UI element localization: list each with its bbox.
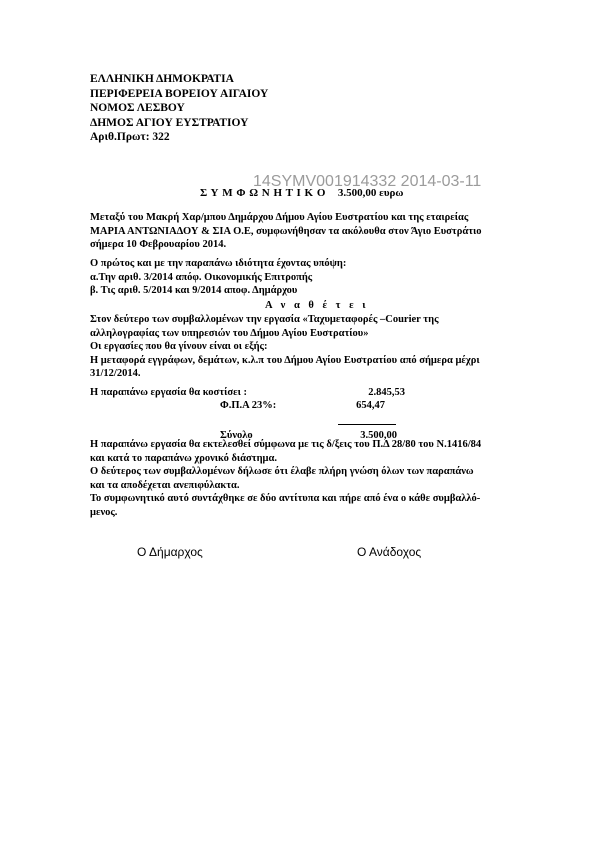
- total-value: 3.500,00: [360, 430, 397, 441]
- mayor-signature-label: Ο Δήμαρχος: [137, 545, 203, 559]
- sum-divider: [338, 424, 396, 425]
- protocol-number: Αριθ.Πρωτ: 322: [90, 131, 170, 143]
- assigns-heading: Α ν α θ έ τ ε ι: [265, 300, 369, 311]
- text-line: 31/12/2014.: [90, 368, 141, 379]
- text-line: Ο δεύτερος των συμβαλλομένων δήλωσε ότι έλαβε πλήρη γνώση όλων των παραπάνω: [90, 466, 474, 477]
- letterhead-line-prefecture: ΝΟΜΟΣ ΛΕΣΒΟΥ: [90, 102, 185, 114]
- cost-row: [90, 387, 510, 400]
- registry-stamp: 14SYMV001914332 2014-03-11: [253, 173, 482, 190]
- cost-breakdown: [90, 387, 510, 441]
- text-line: Το συμφωνητικό αυτό συντάχθηκε σε δύο αντίτυπα και πήρε από ένα ο κάθε συμβαλλό-: [90, 493, 481, 504]
- text-line: Ο πρώτος και με την παραπάνω ιδιότητα έχοντας υπόψη:: [90, 258, 347, 269]
- text-line: σήμερα 10 Φεβρουαρίου 2014.: [90, 239, 227, 250]
- total-label: Σύνολο: [220, 430, 253, 441]
- text-line: Η μεταφορά εγγράφων, δεμάτων, κ.λ.π του Δήμου Αγίου Ευστρατίου από σήμερα μέχρι: [90, 354, 480, 366]
- letterhead: [90, 72, 268, 145]
- text-line: Στον δεύτερο των συμβαλλομένων την εργασία «Ταχυμεταφορές –Courier της: [90, 314, 439, 325]
- vat-value: 654,47: [356, 400, 385, 411]
- text-line: αλληλογραφίας των υπηρεσιών του Δήμου Αγίου Ευστρατίου»: [90, 327, 369, 339]
- text-line: και τα αποδέχεται ανεπιφύλακτα.: [90, 479, 240, 491]
- text-line: ΜΑΡΙΑ ΑΝΤΩΝΙΑΔΟΥ & ΣΙΑ Ο.Ε, συμφωνήθησαν τα ακόλουθα στον Άγιο Ευστράτιο: [90, 225, 482, 237]
- considerations-paragraph: [90, 257, 545, 298]
- contractor-signature-label: Ο Ανάδοχος: [357, 545, 422, 559]
- letterhead-line-republic: ΕΛΛΗΝΙΚΗ ΔΗΜΟΚΡΑΤΙΑ: [90, 73, 234, 85]
- text-line: α.Την αριθ. 3/2014 απόφ. Οικονομικής Επιτροπής: [90, 271, 313, 283]
- letterhead-line-region: ΠΕΡΙΦΕΡΕΙΑ ΒΟΡΕΙΟΥ ΑΙΓΑΙΟΥ: [90, 87, 269, 100]
- vat-label: Φ.Π.Α 23%:: [220, 400, 277, 411]
- text-line: Οι εργασίες που θα γίνουν είναι οι εξής:: [90, 341, 268, 352]
- letterhead-line-municipality: ΔΗΜΟΣ ΑΓΙΟΥ ΕΥΣΤΡΑΤΙΟΥ: [90, 116, 249, 129]
- text-line: και κατά το παραπάνω χρονικό διάστημα.: [90, 452, 277, 464]
- cost-label: Η παραπάνω εργασία θα κοστίσει :: [90, 387, 247, 398]
- text-line: β. Τις αριθ. 5/2014 και 9/2014 αποφ. Δημάρχου: [90, 285, 298, 296]
- text-line: μενος.: [90, 506, 118, 518]
- intro-paragraph: [90, 211, 545, 252]
- text-line: Η παραπάνω εργασία θα εκτελεσθεί σύμφωνα με τις δ/ξεις του Π.Δ 28/80 του Ν.1416/84: [90, 439, 482, 450]
- title-label: Σ Υ Μ Φ Ω Ν Η Τ Ι Κ Ο: [200, 187, 326, 199]
- text-line: Μεταξύ του Μακρή Χαρ/μπου Δημάρχου Δήμου Αγίου Ευστρατίου και της εταιρείας: [90, 212, 469, 223]
- title-amount: 3.500,00 ευρω: [337, 187, 404, 199]
- assignment-paragraph: [90, 313, 545, 381]
- vat-row: [90, 400, 510, 413]
- terms-paragraph: [90, 438, 545, 519]
- cost-value: 2.845,53: [368, 387, 405, 398]
